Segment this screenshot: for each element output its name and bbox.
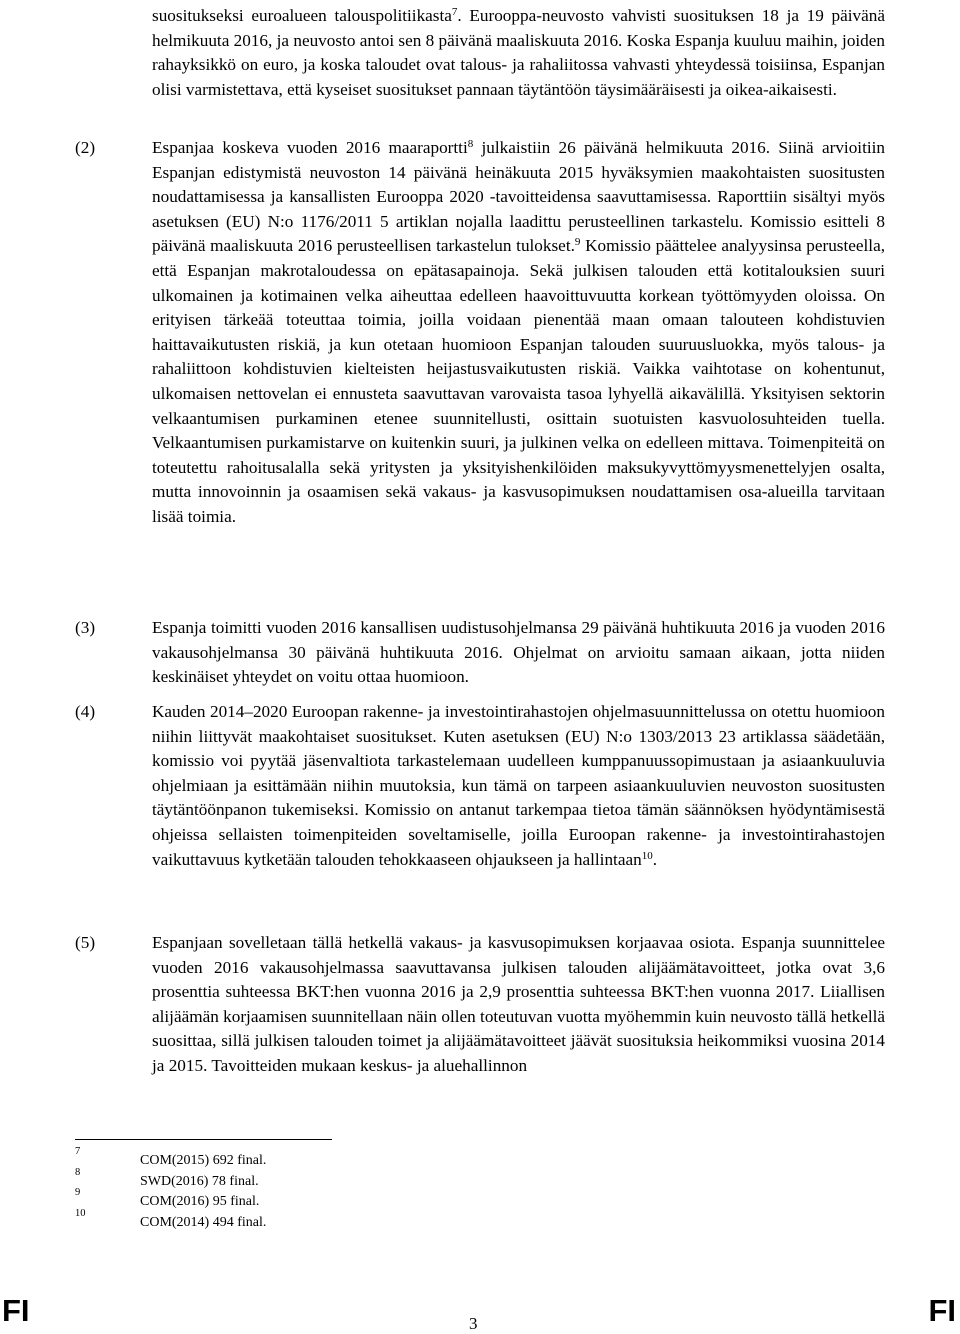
footnote-item <box>75 1207 575 1231</box>
footnote-ref-7[interactable]: 7 <box>451 6 458 18</box>
footnote-number: 9 <box>75 1187 81 1198</box>
paragraph-text: Espanjaan sovelletaan tällä hetkellä vakaus- ja kasvusopimuksen korjaavaa osiota. Espanja suunnittelee vuoden 2016 vakausohjelmassa saavuttavansa julkisen talouden alijäämätavoitteet, jotka ovat 3,6 prosenttia suhteessa BKT:hen vuonna 2016 ja 2,9 prosenttia suhteessa BKT:hen vuonna 2017. Liiallisen alijäämän korjaamisen suunnitellaan näin ollen toteutuvan vuotta myöhemmin kuin neuvosto tällä hetkellä suosittaa, sillä julkisen talouden toimet ja alijäämätavoitteet jäävät suosituksia heikommiksi vuosina 2014 ja 2015. Tavoitteiden mukaan keskus- ja aluehallinnon <box>152 933 885 1075</box>
paragraph-number: (5) <box>75 933 96 952</box>
paragraph-5 <box>75 931 885 1079</box>
paragraph-text <box>152 136 885 530</box>
paragraph-text-b: julkaistiin 26 päivänä helmikuuta 2016. Siinä arvioitiin Espanjan edistymistä neuvoston 14 päivänä heinäkuuta 2015 hyväksymien maakohtaisten suositusten noudattamisessa ja kansallisten Eurooppa 2020 -tavoitteidensa saavuttamisessa. Raporttiin sisältyi myös asetuksen (EU) N:o 1176/2011 5 artiklan nojalla laadittu perusteellinen tarkastelu. Komissio esitteli 8 päivänä maaliskuuta 2016 perusteellisen tarkastelun tulokset. <box>152 138 885 256</box>
footnote-item <box>75 1166 575 1190</box>
lead-text-a: suositukseksi euroalueen talouspolitiikasta <box>152 6 452 25</box>
footnote-ref-8[interactable]: 8 <box>467 138 474 150</box>
lead-text-b: . Eurooppa-neuvosto vahvisti suosituksen 18 ja 19 päivänä helmikuuta 2016, ja neuvosto antoi sen 8 päivänä maaliskuuta 2016. Koska Espanja kuuluu maihin, joiden rahayksikkö on euro, ja koska taloudet ovat talous- ja rahaliitossa vahvasti yhteydessä toisiinsa, Espanjan olisi varmistettava, että kyseiset suositukset pannaan täytäntöön täysimääräisesti ja oikea-aikaisesti. <box>152 6 885 99</box>
lead-paragraph <box>152 4 885 102</box>
footnote-number: 7 <box>75 1146 81 1157</box>
paragraph-number: (3) <box>75 618 96 637</box>
paragraph-4 <box>75 700 885 872</box>
footnote-separator <box>75 1139 332 1140</box>
footnote-number: 10 <box>75 1207 86 1219</box>
footnote-item <box>75 1148 575 1169</box>
paragraph-text <box>152 700 885 872</box>
footnote-ref-9[interactable]: 9 <box>574 236 581 249</box>
footnote-text: COM(2016) 95 final. <box>140 1194 260 1209</box>
paragraph-text-c: Komissio päättelee analyysinsa perusteella, että Espanjan makrotaloudessa on epätasapainoja. Sekä julkisen talouden että kotitalouksien suuri ulkomainen ja kotimainen velka aiheuttaa edelleen haavoittuvuutta korkean työttömyyden oloissa. On erityisen tärkeää toteuttaa toimia, joilla voidaan pienentää maan omaan talouteen kohdistuvien haittavaikutusten riskiä, ja kun otetaan huomioon Espanjan talouden suuruusluokka, myös talous- ja rahaliittoon kohdistuvien kielteisten heijastusvaikutusten riskiä. Vaikka vaihtotase on kohentunut, ulkomaisen nettovelan ei ennusteta saavuttavan varovaista tasoa lyhyellä aikavälillä. Yksityisen sektorin velkaantumisen purkaminen etenee suunnitellusti, osittain suotuisten kasvuolosuhteiden tuella. Velkaantumisen purkamistarve on kuitenkin suuri, ja julkinen velka on edelleen mittava. Toimenpiteitä on toteutettu rahoitusalalla sekä yritysten ja yksityishenkilöiden maksukyvyttömyysmenettelyjen osalta, mutta innovoinnin ja osaamisen sekä vakaus- ja kasvusopimuksen noudattamisen osa-alueilla tarvitaan lisää toimia. <box>152 236 885 526</box>
paragraph-number: (2) <box>75 138 96 157</box>
footnote-item <box>75 1189 575 1210</box>
paragraph-text-b: . <box>652 849 657 869</box>
footer-language-left: FI <box>2 1293 30 1328</box>
footnotes <box>75 1148 575 1230</box>
footnote-text: COM(2015) 692 final. <box>140 1153 267 1168</box>
paragraph-text-a: Espanjaa koskeva vuoden 2016 maaraportti <box>152 138 468 157</box>
footnote-number: 8 <box>75 1166 81 1178</box>
paragraph-2 <box>75 136 885 530</box>
footnote-text: COM(2014) 494 final. <box>140 1214 267 1230</box>
footnote-ref-10[interactable]: 10 <box>641 849 653 862</box>
paragraph-number: (4) <box>75 702 96 721</box>
footnote-text: SWD(2016) 78 final. <box>140 1173 259 1189</box>
paragraph-text: Espanja toimitti vuoden 2016 kansallisen uudistusohjelmansa 29 päivänä huhtikuuta 2016 ja vuoden 2016 vakausohjelmansa 30 päivänä huhtikuuta 2016. Ohjelmat on arvioitu samaan aikaan, jotta niiden keskinäiset yhteydet on voitu ottaa huomioon. <box>152 618 885 687</box>
page-number: 3 <box>469 1314 478 1333</box>
paragraph-text-a: Kauden 2014–2020 Euroopan rakenne- ja investointirahastojen ohjelmasuunnittelussa on otettu huomioon niihin liittyvät maakohtaiset suositukset. Kuten asetuksen (EU) N:o 1303/2013 23 artiklassa säädetään, komissio voi pyytää jäsenvaltiota tarkastelemaan uudelleen kumppanuussopimustaan ja asiaankuuluvia ohjelmiaan ja esittämään niihin muutoksia, kun tämä on tarpeen asiaankuuluvien neuvoston suositusten täytäntöönpanon tukemiseksi. Komissio on antanut tarkempaa tietoa tämän säännöksen hyödyntämisestä ohjeissa sellaisten toimenpiteiden soveltamiselle, joilla Euroopan rakenne- ja investointirahastojen vaikuttavuus kytketään talouden tehokkaaseen ohjaukseen ja hallintaan <box>152 702 885 869</box>
paragraph-3 <box>75 616 885 690</box>
footer-language-right: FI <box>928 1293 956 1328</box>
